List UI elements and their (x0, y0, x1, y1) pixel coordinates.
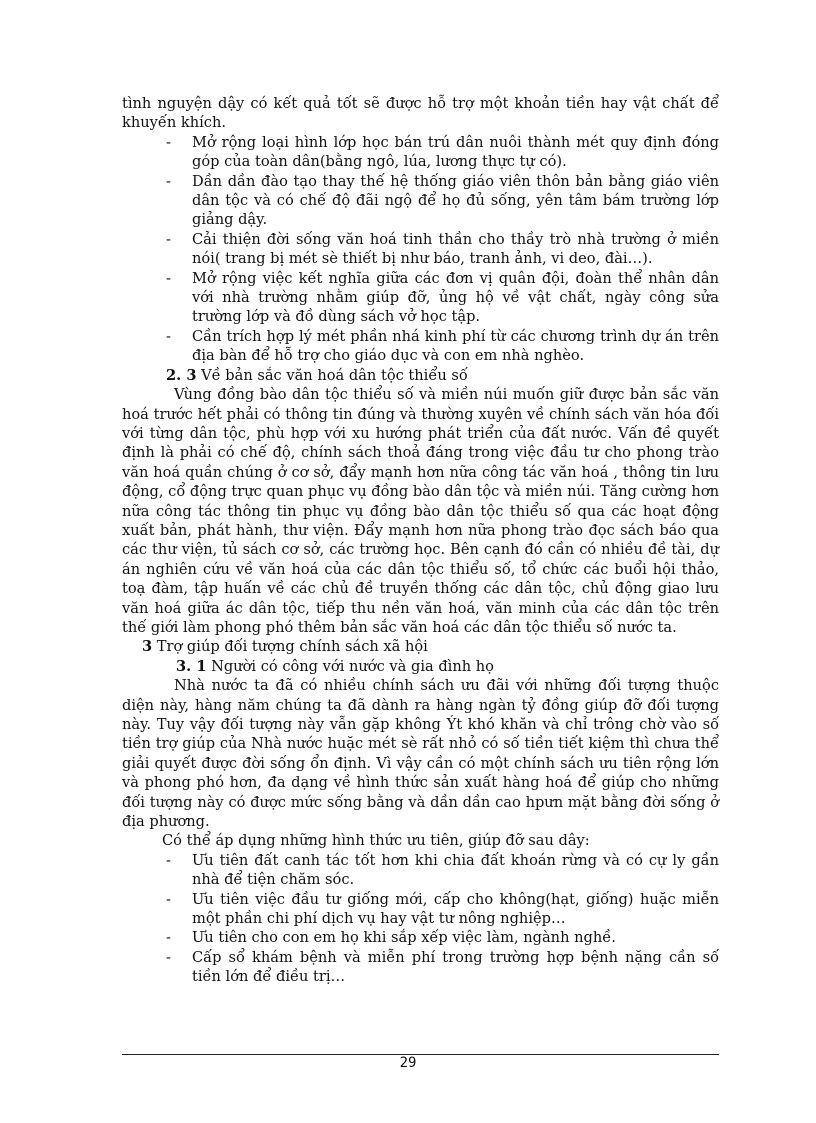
section-heading-3-1 (122, 657, 719, 676)
bullet-marker: - (166, 948, 171, 966)
page-number: 29 (399, 1055, 417, 1071)
list-item-text: Cải thiện đời sống văn hoá tinh thần cho thầy trò nhà trường ở miền nói( trang bị mét sè thiết bị như báo, tranh ảnh, vi deo, đài…). (192, 230, 719, 268)
list-item-text: Ưu tiên việc đầu tư giống mới, cấp cho không(hạt, giống) huặc miễn một phần chi phí dịch vụ hay vật tư nông nghiệp… (192, 890, 719, 928)
list-item (122, 172, 719, 230)
list-item-text: Ưu tiên cho con em họ khi sắp xếp việc làm, ngành nghề. (192, 929, 616, 947)
section-heading-2-3 (122, 366, 719, 385)
section-number: 3 (142, 638, 153, 656)
section-number: 2. 3 (166, 366, 197, 384)
section-title: Trợ giúp đối tượng chính sách xã hội (156, 638, 428, 656)
bullet-marker: - (166, 230, 171, 248)
bullet-marker: - (166, 929, 171, 947)
list-item-text: Mở rộng việc kết nghĩa giữa các đơn vị quân đội, đoàn thể nhân dân với nhà trường nhằm giúp đỡ, ủng hộ về vật chất, ngày công sửa trường lớp và đồ dùng sách vở học tập. (192, 269, 719, 326)
list-item (122, 948, 719, 987)
bullet-marker: - (166, 327, 171, 345)
list-item-text: Dần dần đào tạo thay thế hệ thống giáo viên thôn bản bằng giáo viên dân tộc và có chế độ đãi ngộ để họ đủ sống, yên tâm bám trường lớp giảng dậy. (192, 172, 719, 229)
list-item (122, 327, 719, 366)
list-item (122, 851, 719, 890)
paragraph-merit: Nhà nước ta đã có nhiều chính sách ưu đãi với những đối tượng thuộc diện này, hàng năm chúng ta đã dành ra hàng ngàn tỷ đồng giúp đỡ đối tượng này. Tuy vậy đối tượng này vẫn gặp không Ýt khó khăn và chỉ trông chờ vào số tiền trợ giúp của Nhà nước huặc mét sè rất nhỏ có số tiền tiết kiệm thì chưa thể giải quyết được đời sống ổn định. Vì vậy cần có một chính sách ưu tiên rộng lớn và phong phó hơn, đa dạng về hình thức sản xuất hàng hoá để giúp cho những đối tượng này có được mức sống bằng và dần dần cao hpưn mặt bằng đời sống ở địa phương. (122, 677, 719, 831)
paragraph-top-continuation: tình nguyện dậy có kết quả tốt sẽ được hỗ trợ một khoản tiền hay vật chất để khuyến khích. (122, 95, 719, 132)
section-title: Về bản sắc văn hoá dân tộc thiểu số (201, 366, 468, 384)
section-number: 3. 1 (176, 657, 207, 675)
list-item-text: Mở rộng loại hình lớp học bán trú dân nuôi thành mét quy định đóng góp của toàn dân(bằng ngô, lúa, lương thực tự có). (192, 133, 719, 171)
list-item-text: Ưu tiên đất canh tác tốt hơn khi chia đất khoán rừng và có cự ly gần nhà để tiện chăm sóc. (192, 851, 719, 889)
list-item (122, 890, 719, 929)
list-item-text: Cấp sổ khám bệnh và miễn phí trong trường hợp bệnh nặng cần số tiền lớn để điều trị… (192, 948, 719, 986)
bullet-marker: - (166, 890, 171, 908)
bullet-marker: - (166, 851, 171, 869)
bullet-marker: - (166, 172, 171, 190)
list-item (122, 230, 719, 269)
paragraph-culture: Vùng đồng bào dân tộc thiểu số và miền núi muốn giữ được bản sắc văn hoá trước hết phải có thông tin đúng và thường xuyên về chính sách văn hóa đối với từng dân tộc, phù hợp với xu hướng phát triển của đất nước. Vấn đề quyết định là phải có chế độ, chính sách thoả đáng trong việc đầu tư cho phong trào văn hoá quần chúng ở cơ sở, đẩy mạnh hơn nữa công tác văn hoá , thông tin lưu động, cổ động trực quan phục vụ đồng bào dân tộc và miền núi. Tăng cường hơn nữa công tác thông tin phục vụ đồng bào dân tộc thiểu số qua các hoạt động xuất bản, phát hành, thư viện. Đẩy mạnh hơn nữa phong trào đọc sách báo qua các thư viện, tủ sách cơ sở, các trường học. Bên cạnh đó cần có nhiều đề tài, dự án nghiên cứu về văn hoá của các dân tộc thiểu số, tổ chức các buổi hội thảo, toạ đàm, tập huấn về các chủ đề truyền thống các dân tộc, chủ động giao lưu văn hoá giữa ác dân tộc, tiếp thu nền văn hoá, văn minh của các dân tộc trên thế giới làm phong phó thêm bản sắc văn hoá các dân tộc thiểu số nước ta. (122, 386, 719, 636)
list-item (122, 269, 719, 327)
list-item-text: Cần trích hợp lý mét phần nhá kinh phí từ các chương trình dự án trên địa bàn để hỗ trợ cho giáo dục và con em nhà nghèo. (192, 327, 719, 365)
document-page (122, 94, 719, 987)
section-heading-3 (122, 637, 719, 656)
list-item (122, 133, 719, 172)
paragraph-apply: Có thể áp dụng những hình thức ưu tiên, giúp đỡ sau dây: (162, 832, 590, 850)
bullet-list-priority (122, 851, 719, 987)
bullet-list-school (122, 133, 719, 366)
bullet-marker: - (166, 133, 171, 151)
section-title: Người có công với nước và gia đình họ (211, 657, 494, 675)
list-item (122, 928, 719, 947)
bullet-marker: - (166, 269, 171, 287)
